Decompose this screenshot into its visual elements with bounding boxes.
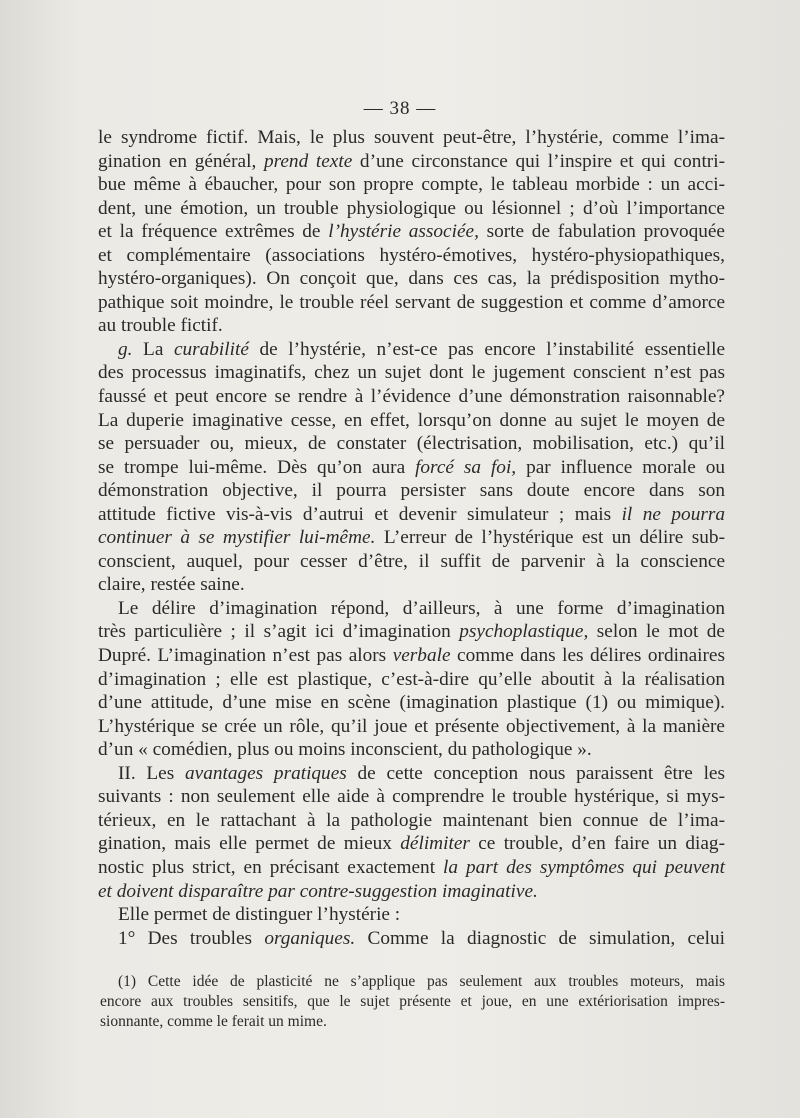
footnote-line: sionnante, comme le ferait un mime. [100, 1013, 327, 1030]
text-segment: d’une circonstance qui l’inspire et qui contri- [352, 150, 725, 172]
text-segment: faussé et peut encore se rendre à l’évidence d’une démonstration raisonnable? [98, 386, 725, 408]
text-line [98, 927, 725, 951]
text-line [98, 291, 725, 315]
text-segment: La [132, 338, 174, 360]
text-line [98, 244, 725, 268]
text-line [98, 432, 725, 456]
text-segment: térieux, en le rattachant à la pathologie maintenant bien connue de l’ima- [98, 809, 725, 831]
text-line [98, 150, 725, 174]
text-segment: de cette conception nous paraissent être les [346, 762, 725, 784]
italic-text: il ne pourra [621, 503, 725, 525]
text-line [98, 409, 725, 433]
text-line [98, 550, 725, 574]
text-segment: Comme la diagnostic de simulation, celui [355, 927, 725, 949]
text-line [98, 338, 725, 362]
text-segment: hystéro-organiques). On conçoit que, dans ces cas, la prédisposition mytho- [98, 268, 725, 290]
text-line [98, 880, 725, 904]
text-segment: très particulière ; il s’agit ici d’imagination [98, 621, 460, 643]
text-segment: 1° Des troubles [118, 927, 265, 949]
text-segment: selon le mot de [588, 621, 725, 643]
text-line [98, 809, 725, 833]
text-line [98, 573, 725, 597]
text-segment: et complémentaire (associations hystéro-émotives, hystéro-physiopathiques, [98, 244, 725, 266]
text-segment: La duperie imaginative cesse, en effet, lorsqu’on donne au sujet le moyen de [98, 409, 725, 431]
text-segment: attitude fictive vis-à-vis d’autrui et devenir simulateur ; mais [98, 503, 622, 525]
text-segment: ce trouble, d’en faire un diag- [469, 833, 725, 855]
footnote-line: (1) Cette idée de plasticité ne s’applique pas seulement aux troubles moteurs, mais [118, 973, 725, 990]
text-segment: d’imagination ; elle est plastique, c’est-à-dire qu’elle aboutit à la réalisation [98, 668, 725, 690]
page-number: — 38 — [363, 98, 437, 119]
italic-text: forcé sa foi, [415, 456, 517, 478]
text-line [98, 644, 725, 668]
italic-text: et doivent disparaître par contre-suggestion imaginative. [98, 880, 538, 902]
text-segment: comme dans les délires ordinaires [450, 645, 725, 667]
text-segment: L’erreur de l’hystérique est un délire sub- [375, 527, 725, 549]
body-text [98, 126, 725, 950]
text-line [98, 668, 725, 692]
text-segment: se trompe lui-même. Dès qu’on aura [98, 456, 416, 478]
text-line [98, 691, 725, 715]
footnotes [100, 972, 725, 1032]
text-line [98, 456, 725, 480]
text-segment: sorte de fabulation provoquée [478, 221, 725, 243]
text-segment: au trouble fictif. [98, 315, 223, 337]
text-segment: et la fréquence extrêmes de [98, 221, 329, 243]
text-line [98, 762, 725, 786]
text-segment: Le délire d’imagination répond, d’ailleurs, à une forme d’imagination [118, 597, 725, 619]
text-line [98, 832, 725, 856]
text-line [98, 361, 725, 385]
text-line [98, 620, 725, 644]
italic-text: curabilité [173, 338, 249, 360]
text-line [98, 479, 725, 503]
text-segment: pathique soit moindre, le trouble réel servant de suggestion et comme d’amorce [98, 291, 725, 313]
text-segment: gination, mais elle permet de mieux [98, 833, 401, 855]
text-segment: II. Les [118, 762, 185, 784]
italic-text: psychoplastique, [459, 621, 589, 643]
text-line [98, 267, 725, 291]
text-segment: se persuader ou, mieux, de constater (électrisation, mobilisation, etc.) qu’il [98, 433, 725, 455]
italic-text: délimiter [400, 833, 470, 855]
text-segment: de l’hystérie, n’est-ce pas encore l’instabilité essentielle [248, 338, 725, 360]
italic-text: organiques. [264, 927, 356, 949]
text-segment: L’hystérique se crée un rôle, qu’il joue et présente objectivement, à la manière [98, 715, 725, 737]
footnote-line: encore aux troubles sensitifs, que le sujet présente et joue, en une extériorisation impres- [100, 993, 725, 1010]
text-segment: gination en général, [98, 150, 264, 172]
text-segment: dent, une émotion, un trouble physiologique ou lésionnel ; d’où l’importance [98, 197, 725, 219]
italic-text: prend texte [263, 150, 353, 172]
text-line [98, 220, 725, 244]
italic-text: verbale [392, 645, 451, 667]
text-segment: bue même à ébaucher, pour son propre compte, le tableau morbide : un acci- [98, 174, 725, 196]
italic-text: l’hystérie associée, [328, 221, 479, 243]
text-line [98, 126, 725, 150]
text-segment: d’un « comédien, plus ou moins inconscient, du pathologique ». [98, 739, 592, 761]
text-segment: le syndrome fictif. Mais, le plus souvent peut-être, l’hystérie, comme l’ima- [98, 127, 725, 148]
text-line [98, 738, 725, 762]
text-segment: claire, restée saine. [98, 574, 245, 596]
text-segment: suivants : non seulement elle aide à comprendre le trouble hystérique, si mys- [98, 786, 725, 808]
text-line [98, 197, 725, 221]
italic-text: g. [118, 338, 133, 360]
italic-text: continuer à se mystifier lui-même. [98, 527, 376, 549]
text-segment: d’une attitude, d’une mise en scène (imagination plastique (1) ou mimique). [98, 692, 725, 714]
text-line [98, 385, 725, 409]
text-line [98, 903, 725, 927]
text-line [98, 173, 725, 197]
text-line [98, 856, 725, 880]
text-line [98, 597, 725, 621]
text-segment: des processus imaginatifs, chez un sujet dont le jugement conscient n’est pas [98, 362, 725, 384]
text-line [98, 503, 725, 527]
text-line [98, 526, 725, 550]
italic-text: la part des symptômes qui peuvent [443, 856, 725, 878]
text-line [98, 715, 725, 739]
italic-text: avantages pratiques [185, 762, 347, 784]
text-segment: nostic plus strict, en précisant exactement [98, 856, 444, 878]
text-segment: Elle permet de distinguer l’hystérie : [118, 904, 401, 926]
text-segment: Dupré. L’imagination n’est pas alors [98, 645, 393, 667]
text-line [98, 785, 725, 809]
text-segment: conscient, auquel, pour cesser d’être, il suffit de parvenir à la conscience [98, 550, 725, 572]
text-segment: par influence morale ou [516, 456, 725, 478]
text-segment: démonstration objective, il pourra persister sans doute encore dans son [98, 480, 725, 502]
text-line [98, 314, 725, 338]
